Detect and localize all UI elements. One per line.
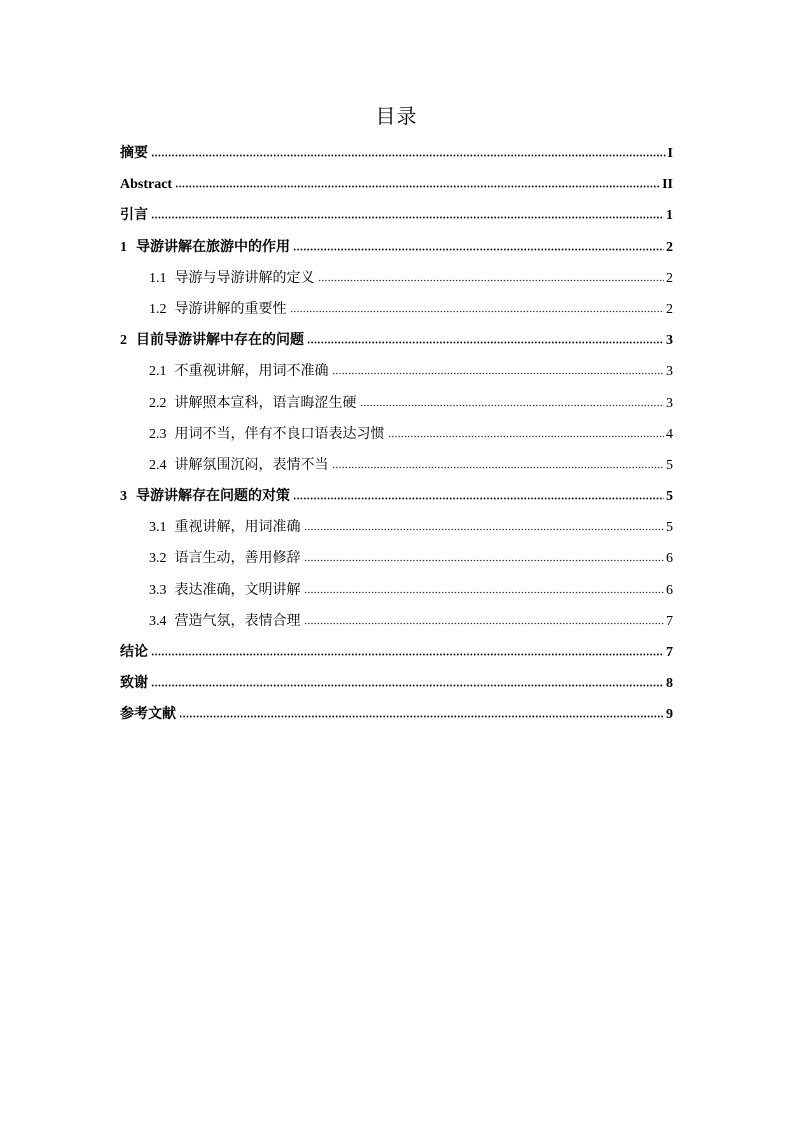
toc-entry-title: 用词不当，伴有不良口语表达习惯	[174, 426, 385, 442]
toc-entry-page: II	[662, 177, 673, 193]
toc-entry	[120, 668, 673, 699]
dot-leader	[151, 154, 666, 157]
dot-leader	[332, 466, 665, 469]
toc-entry-title: 导游讲解的重要性	[174, 301, 287, 317]
toc-entry-number: 3	[120, 489, 127, 505]
toc-entry-page: 6	[666, 551, 673, 567]
toc-entry-title: 导游讲解在旅游中的作用	[136, 239, 290, 255]
toc-entry-number: 3.4	[149, 613, 167, 629]
toc-entry-title: 致谢	[120, 676, 148, 692]
dot-leader	[293, 248, 664, 251]
toc-entry-title: 参考文献	[120, 707, 176, 723]
toc-entry-title: 摘要	[120, 146, 148, 161]
toc-entry-title: 引言	[120, 208, 148, 224]
dot-leader	[388, 435, 665, 438]
toc-subentry	[120, 512, 673, 543]
dot-leader	[151, 653, 664, 656]
toc-entry-number: 2	[120, 333, 127, 349]
toc-entry-number: 2.2	[149, 395, 167, 411]
dot-leader	[179, 715, 664, 718]
toc-subentry	[120, 575, 673, 606]
toc-entry-number: 2.3	[149, 426, 167, 442]
dot-leader	[290, 310, 665, 313]
toc-entry-number: 1.2	[149, 301, 167, 317]
dot-leader	[304, 591, 665, 594]
toc-subentry	[120, 356, 673, 387]
dot-leader	[293, 497, 664, 500]
toc-entry-page: 3	[666, 333, 673, 349]
toc-entry-page: 3	[666, 395, 673, 411]
page-title: 目录	[375, 106, 418, 128]
toc-entry-page: 2	[666, 301, 673, 317]
toc-subentry	[120, 263, 673, 294]
toc-entry	[120, 699, 673, 730]
dot-leader	[332, 372, 665, 375]
toc-subentry	[120, 388, 673, 419]
dot-leader	[175, 185, 660, 188]
toc-entry	[120, 481, 673, 512]
toc-entry	[120, 637, 673, 668]
toc-entry-title: 不重视讲解，用词不准确	[174, 364, 329, 380]
dot-leader	[304, 528, 665, 531]
toc-entry-page: 5	[666, 457, 673, 473]
toc-entry-page: 7	[666, 613, 673, 629]
toc-entry	[120, 232, 673, 263]
toc-entry-page: 5	[666, 489, 673, 505]
toc-entry-number: 1.1	[149, 270, 167, 286]
toc-subentry	[120, 450, 673, 481]
dot-leader	[360, 404, 665, 407]
toc-entry-page: 8	[666, 676, 673, 692]
toc-subentry	[120, 294, 673, 325]
toc-entry-number: 3.1	[149, 520, 167, 536]
toc-entry-page: 4	[666, 426, 673, 442]
toc-subentry	[120, 606, 673, 637]
dot-leader	[151, 684, 664, 687]
toc-entry-page: 1	[666, 208, 673, 224]
toc-entry	[120, 169, 673, 200]
toc-entry-page: 9	[666, 707, 673, 723]
toc-entry-number: 2.4	[149, 457, 167, 473]
toc-entry	[120, 200, 673, 231]
toc-entry	[120, 138, 673, 169]
toc-entry-number: 1	[120, 239, 127, 255]
dot-leader	[304, 559, 665, 562]
toc-entry-page: 2	[666, 270, 673, 286]
toc-entry-title: Abstract	[120, 177, 173, 193]
dot-leader	[151, 216, 664, 219]
toc-subentry	[120, 419, 673, 450]
toc-entry-page: 5	[666, 520, 673, 536]
toc-entry-title: 目前导游讲解中存在的问题	[136, 333, 304, 349]
toc-entry-page: 2	[666, 239, 673, 255]
toc-subentry	[120, 543, 673, 574]
toc-entry-number: 3.3	[149, 582, 167, 598]
toc-entry	[120, 325, 673, 356]
toc-entry-number: 2.1	[149, 364, 167, 380]
toc-entry-page: 3	[666, 364, 673, 380]
toc-entry-title: 讲解氛围沉闷，表情不当	[174, 457, 329, 473]
toc-entry-page: I	[667, 146, 673, 161]
toc-entry-title: 语言生动，善用修辞	[174, 551, 301, 567]
toc-entry-title: 重视讲解，用词准确	[174, 520, 301, 536]
toc-entry-page: 6	[666, 582, 673, 598]
dot-leader	[318, 279, 665, 282]
table-of-contents	[120, 138, 673, 731]
toc-entry-title: 导游讲解存在问题的对策	[136, 489, 290, 505]
toc-entry-title: 结论	[120, 645, 148, 660]
toc-entry-page: 7	[666, 645, 673, 660]
toc-entry-title: 导游与导游讲解的定义	[174, 270, 315, 286]
dot-leader	[307, 341, 664, 344]
toc-entry-title: 表达准确，文明讲解	[174, 582, 301, 598]
toc-entry-title: 讲解照本宣科，语言晦涩生硬	[174, 395, 357, 411]
toc-entry-title: 营造气氛，表情合理	[174, 613, 301, 629]
toc-entry-number: 3.2	[149, 551, 167, 567]
dot-leader	[304, 622, 665, 625]
